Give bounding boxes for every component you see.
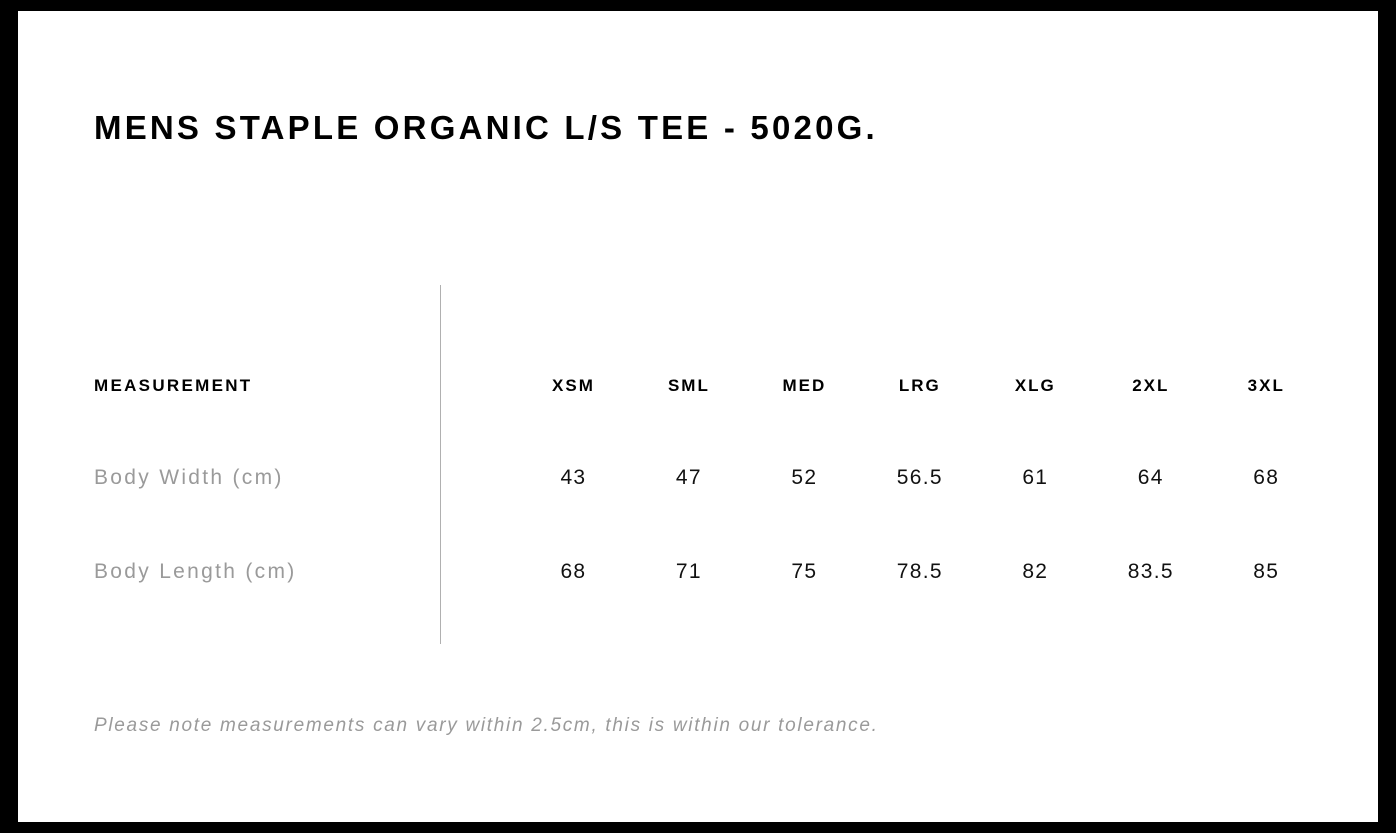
column-header-med: MED xyxy=(782,376,827,395)
column-header-3xl: 3XL xyxy=(1247,376,1285,395)
column-header-lrg: LRG xyxy=(898,376,941,395)
cell-body-length-xlg: 82 xyxy=(1022,560,1049,583)
column-header-sml: SML xyxy=(667,376,710,395)
table-header-row xyxy=(94,341,1324,431)
column-header-2xl: 2XL xyxy=(1132,376,1170,395)
cell-body-length-sml: 71 xyxy=(675,560,702,583)
cell-body-width-3xl: 68 xyxy=(1253,466,1280,489)
cell-body-width-sml: 47 xyxy=(675,466,702,489)
row-label-body-length: Body Length (cm) xyxy=(94,560,297,583)
row-label-body-width: Body Width (cm) xyxy=(94,466,284,489)
cell-body-length-med: 75 xyxy=(791,560,818,583)
cell-body-width-2xl: 64 xyxy=(1137,466,1164,489)
cell-body-width-xlg: 61 xyxy=(1022,466,1049,489)
table-header xyxy=(94,341,1324,431)
cell-body-length-xsm: 68 xyxy=(560,560,587,583)
size-chart-page xyxy=(18,11,1378,822)
cell-body-width-lrg: 56.5 xyxy=(896,466,943,489)
size-chart-table xyxy=(94,341,1324,619)
table-row xyxy=(94,525,1324,619)
table-body xyxy=(94,431,1324,619)
column-header-xsm: XSM xyxy=(552,376,595,395)
table-row xyxy=(94,431,1324,525)
cell-body-length-2xl: 83.5 xyxy=(1127,560,1174,583)
column-header-measurement: MEASUREMENT xyxy=(94,376,253,395)
cell-body-length-lrg: 78.5 xyxy=(896,560,943,583)
tolerance-note: Please note measurements can vary within 2.5cm, this is within our tolerance. xyxy=(94,715,879,736)
cell-body-width-med: 52 xyxy=(791,466,818,489)
cell-body-width-xsm: 43 xyxy=(560,466,587,489)
column-header-xlg: XLG xyxy=(1014,376,1056,395)
cell-body-length-3xl: 85 xyxy=(1253,560,1280,583)
page-title: MENS STAPLE ORGANIC L/S TEE - 5020G. xyxy=(94,109,878,146)
